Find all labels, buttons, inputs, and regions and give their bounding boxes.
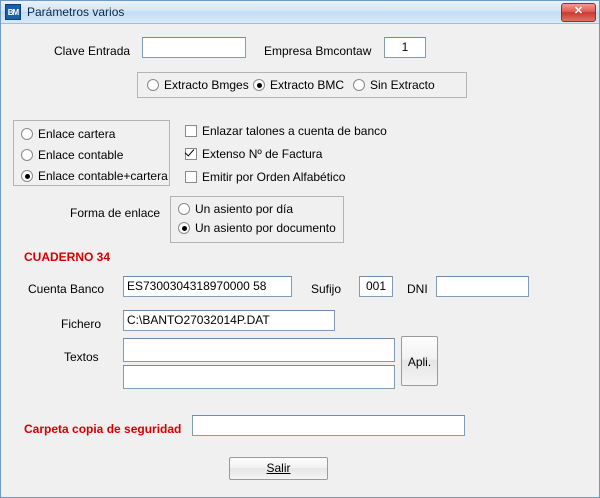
- extracto-group: [137, 72, 467, 98]
- salir-button-label: Salir: [266, 461, 291, 475]
- checkbox-label-enlazar-talones: Enlazar talones a cuenta de banco: [202, 124, 387, 138]
- salir-button[interactable]: [229, 457, 328, 480]
- forma-enlace-group: [170, 196, 344, 243]
- dni-label: DNI: [407, 282, 428, 296]
- clave-entrada-input[interactable]: [142, 37, 246, 58]
- checkbox-label-orden-alfabetico: Emitir por Orden Alfabético: [202, 170, 346, 184]
- empresa-input[interactable]: 1: [384, 37, 426, 58]
- cuenta-banco-label: Cuenta Banco: [28, 282, 105, 296]
- radio-label-sin-extracto: Sin Extracto: [370, 78, 435, 92]
- radio-indicator-asiento-documento: [178, 222, 190, 234]
- empresa-label: Empresa Bmcontaw: [264, 44, 372, 58]
- cuenta-banco-input[interactable]: ES7300304318970000 58: [123, 276, 292, 297]
- fichero-label: Fichero: [61, 317, 102, 331]
- textos-label: Textos: [64, 350, 99, 364]
- radio-label-enlace-cartera: Enlace cartera: [38, 127, 116, 141]
- radio-indicator-enlace-cartera: [21, 128, 33, 140]
- checkbox-enlazar-talones[interactable]: [185, 124, 387, 138]
- checkbox-indicator-enlazar-talones: [185, 125, 197, 137]
- checkbox-label-extenso-factura: Extenso Nº de Factura: [202, 147, 323, 161]
- radio-extracto-bmc[interactable]: [253, 78, 344, 92]
- forma-enlace-label: Forma de enlace: [70, 206, 161, 220]
- apli-button[interactable]: Apli.: [401, 336, 438, 386]
- radio-enlace-cartera[interactable]: [21, 127, 115, 141]
- checkbox-orden-alfabetico[interactable]: [185, 170, 345, 184]
- radio-indicator-enlace-contable-cartera: [21, 170, 33, 182]
- cuaderno-title: CUADERNO 34: [24, 250, 111, 264]
- sufijo-input[interactable]: 001: [359, 276, 393, 297]
- radio-extracto-bmges[interactable]: [147, 78, 249, 92]
- carpeta-label: Carpeta copia de seguridad: [24, 422, 182, 436]
- radio-label-bmges: Extracto Bmges: [164, 78, 249, 92]
- window-title: Parámetros varios: [27, 5, 125, 19]
- radio-sin-extracto[interactable]: [353, 78, 435, 92]
- dni-input[interactable]: [436, 276, 529, 297]
- radio-enlace-contable[interactable]: [21, 148, 123, 162]
- radio-asiento-documento[interactable]: [178, 221, 336, 235]
- textos-input-1[interactable]: [123, 338, 395, 362]
- checkbox-indicator-extenso-factura: [185, 148, 197, 160]
- radio-label-bmc: Extracto BMC: [270, 78, 345, 92]
- checkbox-extenso-factura[interactable]: [185, 147, 322, 161]
- radio-indicator-sin-extracto: [353, 79, 365, 91]
- fichero-input[interactable]: C:\BANTO27032014P.DAT: [123, 310, 335, 331]
- radio-indicator-enlace-contable: [21, 149, 33, 161]
- textos-input-2[interactable]: [123, 365, 395, 389]
- radio-label-enlace-contable-cartera: Enlace contable+cartera: [38, 169, 168, 183]
- title-bar: [1, 1, 599, 24]
- clave-entrada-label: Clave Entrada: [54, 44, 131, 58]
- radio-indicator-bmc: [253, 79, 265, 91]
- radio-label-enlace-contable: Enlace contable: [38, 148, 124, 162]
- enlace-group: [13, 120, 170, 186]
- close-icon[interactable]: ✕: [561, 3, 596, 22]
- radio-label-asiento-dia: Un asiento por día: [195, 202, 294, 216]
- carpeta-input[interactable]: [192, 415, 465, 436]
- radio-label-asiento-documento: Un asiento por documento: [195, 221, 336, 235]
- bm-logo-icon: BM: [5, 4, 21, 20]
- radio-asiento-dia[interactable]: [178, 202, 293, 216]
- radio-indicator-bmges: [147, 79, 159, 91]
- sufijo-label: Sufijo: [311, 282, 342, 296]
- radio-enlace-contable-cartera[interactable]: [21, 169, 168, 183]
- radio-indicator-asiento-dia: [178, 203, 190, 215]
- checkbox-indicator-orden-alfabetico: [185, 171, 197, 183]
